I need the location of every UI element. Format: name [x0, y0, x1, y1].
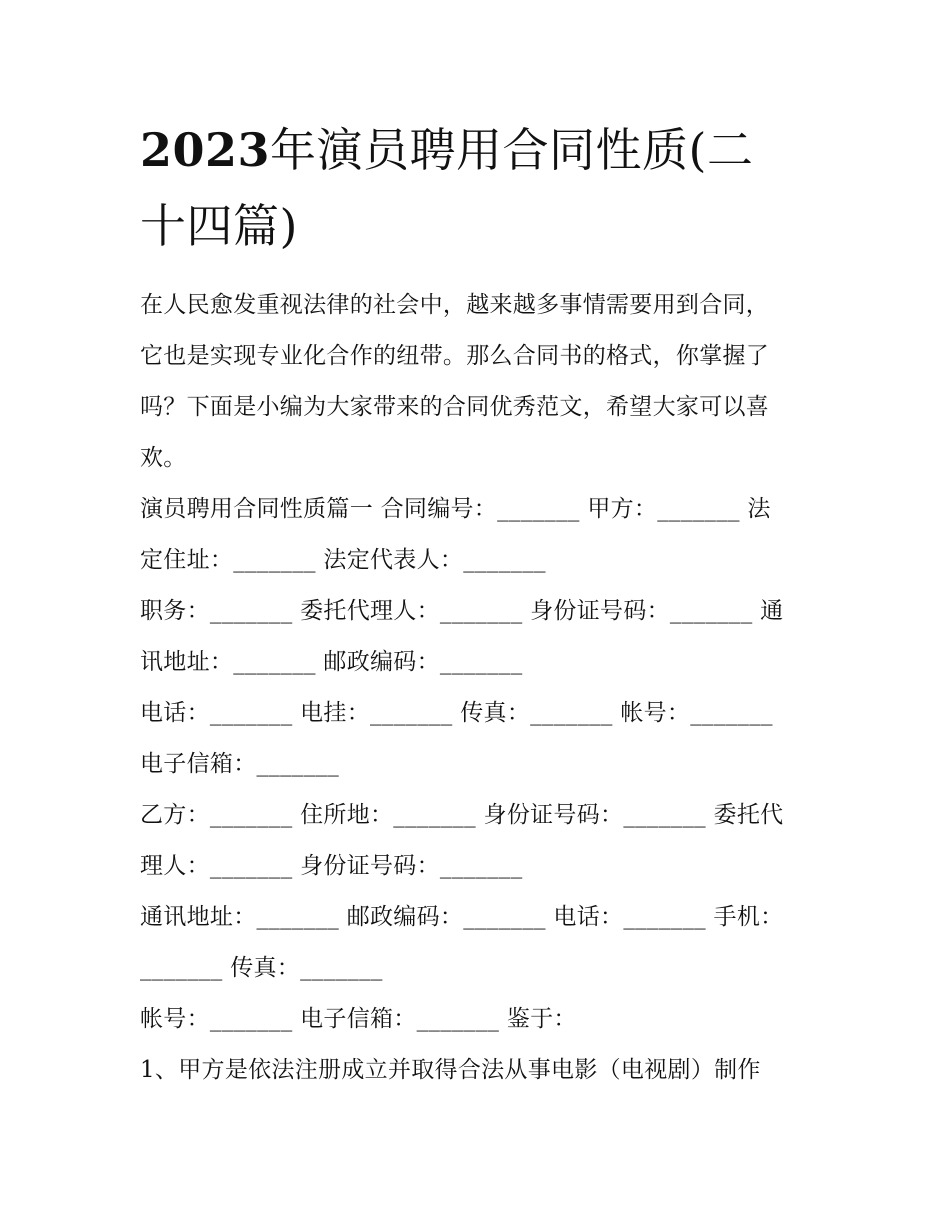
title-line-1	[140, 112, 815, 188]
document-title	[140, 112, 815, 264]
text-line-2: 它也是实现专业化合作的纽带。那么合同书的格式，你掌握了	[140, 343, 770, 369]
document-page	[140, 112, 815, 1096]
text-line-11: 乙方：_______ 住所地：_______ 身份证号码：_______ 委托代	[140, 802, 784, 828]
text-line-8: 讯地址：_______ 邮政编码：_______	[140, 649, 523, 675]
text-line-13: 通讯地址：_______ 邮政编码：_______ 电话：_______ 手机：	[140, 904, 784, 930]
text-line-15: 帐号：_______ 电子信箱：_______ 鉴于：	[140, 1006, 577, 1032]
text-line-12: 理人：_______ 身份证号码：_______	[140, 853, 523, 879]
text-line-16: 1、甲方是依法注册成立并取得合法从事电影（电视剧）制作	[140, 1057, 761, 1083]
text-line-4: 欢。	[140, 445, 187, 471]
text-line-1: 在人民愈发重视法律的社会中，越来越多事情需要用到合同，	[140, 292, 770, 318]
text-line-10: 电子信箱：_______	[140, 751, 340, 777]
document-body	[140, 280, 815, 1096]
text-line-3: 吗？下面是小编为大家带来的合同优秀范文，希望大家可以喜	[140, 394, 770, 420]
text-line-9: 电话：_______ 电挂：_______ 传真：_______ 帐号：_______	[140, 700, 773, 726]
title-line-2: 十四篇)	[140, 199, 298, 253]
text-line-7: 职务：_______ 委托代理人：_______ 身份证号码：_______ 通	[140, 598, 784, 624]
title-text: 年演员聘用合同性质(二	[270, 123, 754, 177]
text-line-5: 演员聘用合同性质篇一 合同编号：_______ 甲方：_______ 法	[140, 496, 771, 522]
text-line-14: _______ 传真：_______	[140, 955, 383, 981]
text-line-6: 定住址：_______ 法定代表人：_______	[140, 547, 546, 573]
title-year: 2023	[140, 123, 271, 177]
